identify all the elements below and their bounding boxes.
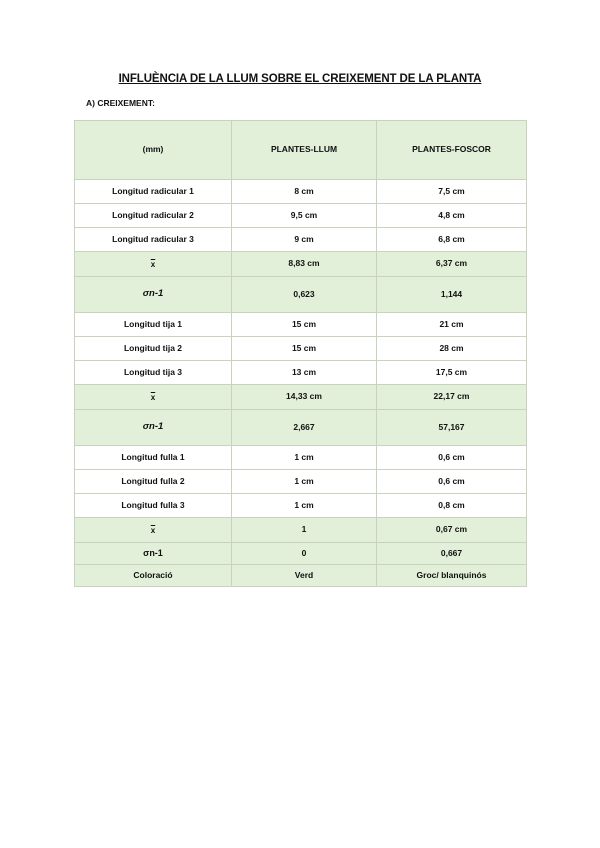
table-row — [75, 180, 527, 204]
row-label — [75, 313, 232, 337]
table-row — [75, 470, 527, 494]
value-plantes-llum: Verd — [232, 565, 377, 587]
table-row — [75, 204, 527, 228]
value-plantes-llum: 1 cm — [232, 446, 377, 470]
table-row — [75, 518, 527, 543]
row-label — [75, 385, 232, 410]
value-plantes-foscor: 22,17 cm — [377, 385, 527, 410]
value-plantes-foscor: 6,37 cm — [377, 252, 527, 277]
row-label — [75, 252, 232, 277]
value-plantes-llum: 8,83 cm — [232, 252, 377, 277]
value-plantes-foscor: 0,667 — [377, 543, 527, 565]
value-plantes-foscor: 0,6 cm — [377, 446, 527, 470]
std-dev-symbol: σn-1 — [142, 421, 164, 433]
table-row — [75, 277, 527, 313]
row-label-text: Longitud radicular 2 — [112, 209, 194, 220]
document-title: INFLUÈNCIA DE LA LLUM SOBRE EL CREIXEMENT DE LA PLANTA — [118, 73, 482, 85]
std-dev-symbol: σn-1 — [142, 288, 164, 300]
value-plantes-foscor: 7,5 cm — [377, 180, 527, 204]
table-row — [75, 410, 527, 446]
mean-symbol: $\overline{x}$ — [150, 525, 156, 535]
value-plantes-llum: 9,5 cm — [232, 204, 377, 228]
table-row — [75, 252, 527, 277]
table-row — [75, 361, 527, 385]
value-plantes-foscor: 17,5 cm — [377, 361, 527, 385]
row-label-text: Longitud tija 2 — [123, 342, 183, 353]
table-row — [75, 385, 527, 410]
header-plantes-llum: PLANTES-LLUM — [232, 121, 377, 180]
row-label-text: Longitud radicular 1 — [112, 185, 194, 196]
section-heading: A) CREIXEMENT: — [86, 98, 155, 108]
row-label-text: Longitud tija 3 — [123, 366, 183, 377]
growth-table — [74, 120, 527, 587]
value-plantes-llum: 9 cm — [232, 228, 377, 252]
value-plantes-llum: 13 cm — [232, 361, 377, 385]
value-plantes-llum: 14,33 cm — [232, 385, 377, 410]
row-label — [75, 494, 232, 518]
value-plantes-foscor: 6,8 cm — [377, 228, 527, 252]
mean-symbol: $\overline{x}$ — [150, 392, 156, 402]
table-row — [75, 446, 527, 470]
row-label — [75, 204, 232, 228]
table-row — [75, 565, 527, 587]
row-label — [75, 470, 232, 494]
table-row — [75, 543, 527, 565]
row-label-text: Longitud fulla 3 — [121, 499, 185, 510]
value-plantes-foscor: Groc/ blanquinós — [377, 565, 527, 587]
value-plantes-llum: 15 cm — [232, 337, 377, 361]
row-label-text: Longitud tija 1 — [123, 318, 183, 329]
table-header-row — [75, 121, 527, 180]
value-plantes-foscor: 0,6 cm — [377, 470, 527, 494]
header-unit: (mm) — [75, 121, 232, 180]
value-plantes-foscor: 21 cm — [377, 313, 527, 337]
row-label — [75, 277, 232, 313]
row-label — [75, 228, 232, 252]
value-plantes-llum: 1 cm — [232, 494, 377, 518]
row-label — [75, 180, 232, 204]
value-plantes-llum: 1 cm — [232, 470, 377, 494]
row-label-text: Longitud fulla 1 — [121, 451, 185, 462]
row-label — [75, 446, 232, 470]
row-label — [75, 361, 232, 385]
table-row — [75, 494, 527, 518]
header-plantes-foscor: PLANTES-FOSCOR — [377, 121, 527, 180]
row-label — [75, 337, 232, 361]
value-plantes-foscor: 4,8 cm — [377, 204, 527, 228]
value-plantes-foscor: 28 cm — [377, 337, 527, 361]
row-label-text: Longitud fulla 2 — [121, 475, 185, 486]
value-plantes-llum: 0,623 — [232, 277, 377, 313]
table-row — [75, 337, 527, 361]
row-label — [75, 518, 232, 543]
value-plantes-llum: 8 cm — [232, 180, 377, 204]
mean-symbol: $\overline{x}$ — [150, 259, 156, 269]
std-dev-symbol: σn-1 — [143, 547, 163, 558]
value-plantes-foscor: 1,144 — [377, 277, 527, 313]
value-plantes-foscor: 0,67 cm — [377, 518, 527, 543]
value-plantes-llum: 0 — [232, 543, 377, 565]
value-plantes-llum: 15 cm — [232, 313, 377, 337]
row-label — [75, 543, 232, 565]
table-row — [75, 313, 527, 337]
value-plantes-foscor: 0,8 cm — [377, 494, 527, 518]
row-label-text: Coloració — [133, 569, 173, 580]
row-label-text: Longitud radicular 3 — [112, 233, 194, 244]
value-plantes-foscor: 57,167 — [377, 410, 527, 446]
row-label — [75, 565, 232, 587]
value-plantes-llum: 2,667 — [232, 410, 377, 446]
value-plantes-llum: 1 — [232, 518, 377, 543]
row-label — [75, 410, 232, 446]
table-row — [75, 228, 527, 252]
